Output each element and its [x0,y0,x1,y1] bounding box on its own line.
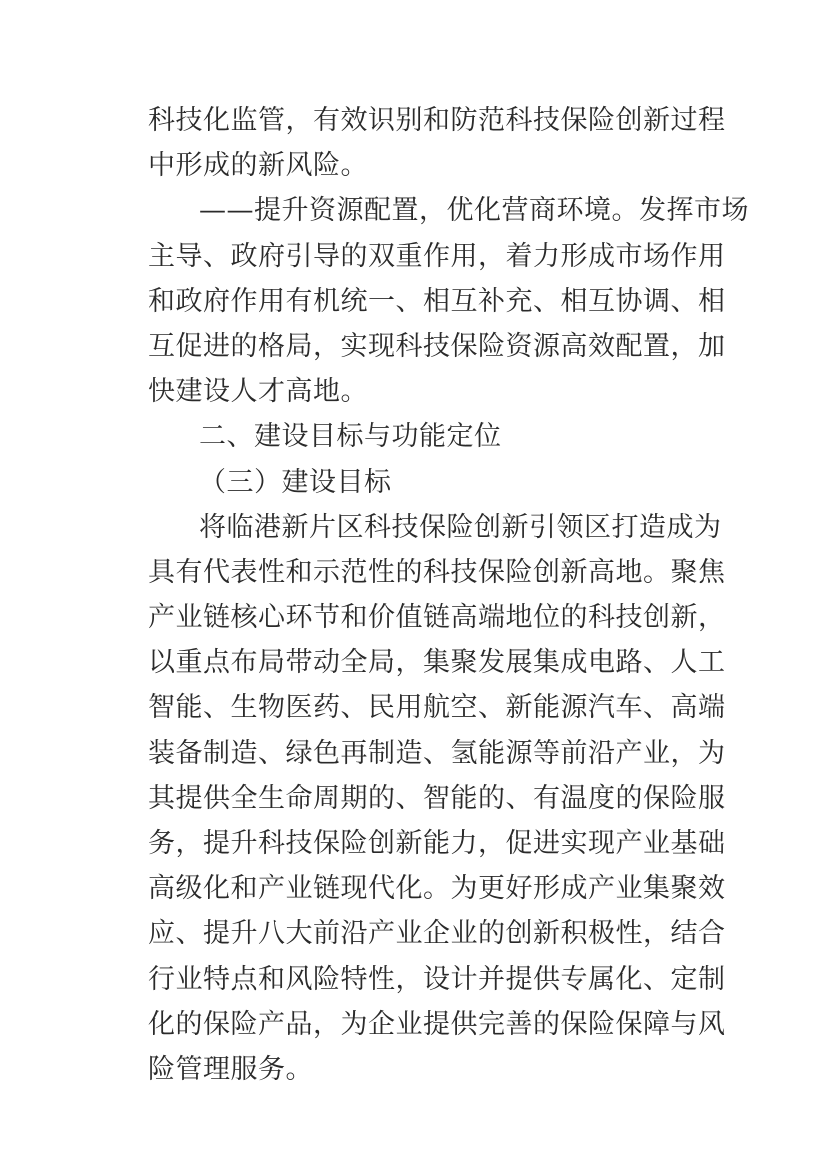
text-line: 务，提升科技保险创新能力，促进实现产业基础 [148,828,726,859]
text-line: 快建设人才高地。 [148,376,368,408]
text-line: 将临港新片区科技保险创新引领区打造成为 [199,511,722,543]
paragraph-construction-goal [148,505,726,1092]
paragraph-regulation [148,98,726,188]
text-line: 其提供全生命周期的、智能的、有温度的保险服 [148,782,726,814]
text-line: 具有代表性和示范性的科技保险创新高地。聚焦 [148,556,726,588]
text-line: 和政府作用有机统一、相互补充、相互协调、相 [148,285,726,317]
text-line: 行业特点和风险特性，设计并提供专属化、定制 [148,963,726,995]
text-line: 高级化和产业链现代化。为更好形成产业集聚效 [148,873,726,905]
text-line: ——提升资源配置，优化营商环境。发挥市场 [199,195,749,227]
heading-text: 二、建设目标与功能定位 [199,421,502,453]
document-body [148,98,749,1092]
text-line: 互促进的格局，实现科技保险资源高效配置，加 [148,330,726,362]
text-line: 主导、政府引导的双重作用，着力形成市场作用 [148,240,726,272]
text-line: 以重点布局带动全局，集聚发展集成电路、人工 [148,647,726,679]
text-line: 产业链核心环节和价值链高端地位的科技创新， [148,602,726,634]
text-line: 科技化监管，有效识别和防范科技保险创新过程 [148,105,726,136]
section-heading [148,414,688,459]
text-line: 化的保险产品，为企业提供完善的保险保障与风 [148,1008,726,1040]
subheading-text: （三）建设目标 [199,466,392,498]
text-line: 险管理服务。 [148,1053,313,1085]
text-line: 装备制造、绿色再制造、氢能源等前沿产业，为 [148,737,726,769]
text-line: 智能、生物医药、民用航空、新能源汽车、高端 [148,692,726,724]
text-line: 中形成的新风险。 [148,150,368,182]
subsection-heading [148,460,688,505]
text-line: 应、提升八大前沿产业企业的创新积极性，结合 [148,918,726,950]
paragraph-resource-allocation [148,188,749,414]
